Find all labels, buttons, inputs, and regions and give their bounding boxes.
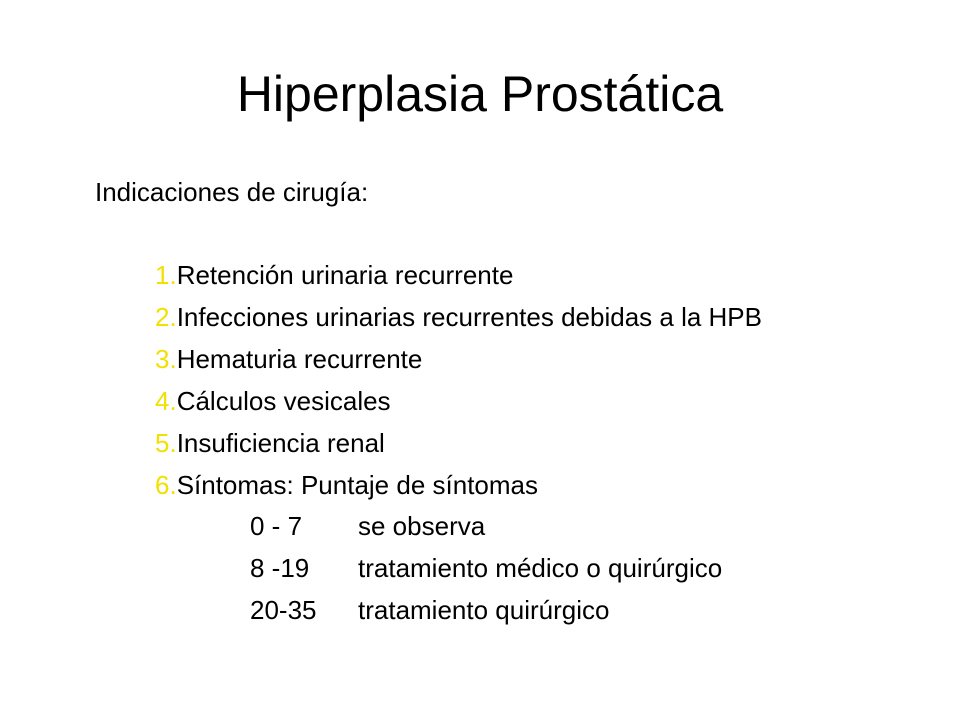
list-item — [155, 464, 762, 506]
item-number: 1. — [155, 260, 177, 290]
list-item — [155, 380, 762, 422]
item-number: 5. — [155, 428, 177, 458]
list-item — [155, 422, 762, 464]
indications-list — [155, 254, 762, 506]
intro-heading: Indicaciones de cirugía: — [95, 177, 369, 207]
item-number: 4. — [155, 386, 177, 416]
slide-title: Hiperplasia Prostática — [236, 66, 724, 122]
item-number: 2. — [155, 302, 177, 332]
list-item — [155, 296, 762, 338]
item-text: Infecciones urinarias recurrentes debidas a la HPB — [176, 302, 762, 332]
score-row — [250, 505, 722, 547]
list-item — [155, 338, 762, 380]
item-number: 6. — [155, 470, 177, 500]
item-number: 3. — [155, 344, 177, 374]
item-text: Síntomas: Puntaje de síntomas — [176, 470, 538, 500]
score-row — [250, 589, 722, 631]
score-action: tratamiento quirúrgico — [358, 595, 610, 625]
item-text: Retención urinaria recurrente — [176, 260, 514, 290]
item-text: Cálculos vesicales — [176, 386, 391, 416]
score-range: 0 - 7 — [250, 511, 303, 541]
list-item — [155, 254, 762, 296]
item-text: Hematuria recurrente — [176, 344, 423, 374]
score-row — [250, 547, 722, 589]
score-action: tratamiento médico o quirúrgico — [358, 553, 723, 583]
score-range: 20-35 — [250, 595, 317, 625]
score-range: 8 -19 — [250, 553, 310, 583]
item-text: Insuficiencia renal — [176, 428, 385, 458]
symptom-score-table — [250, 505, 722, 631]
score-action: se observa — [358, 511, 486, 541]
